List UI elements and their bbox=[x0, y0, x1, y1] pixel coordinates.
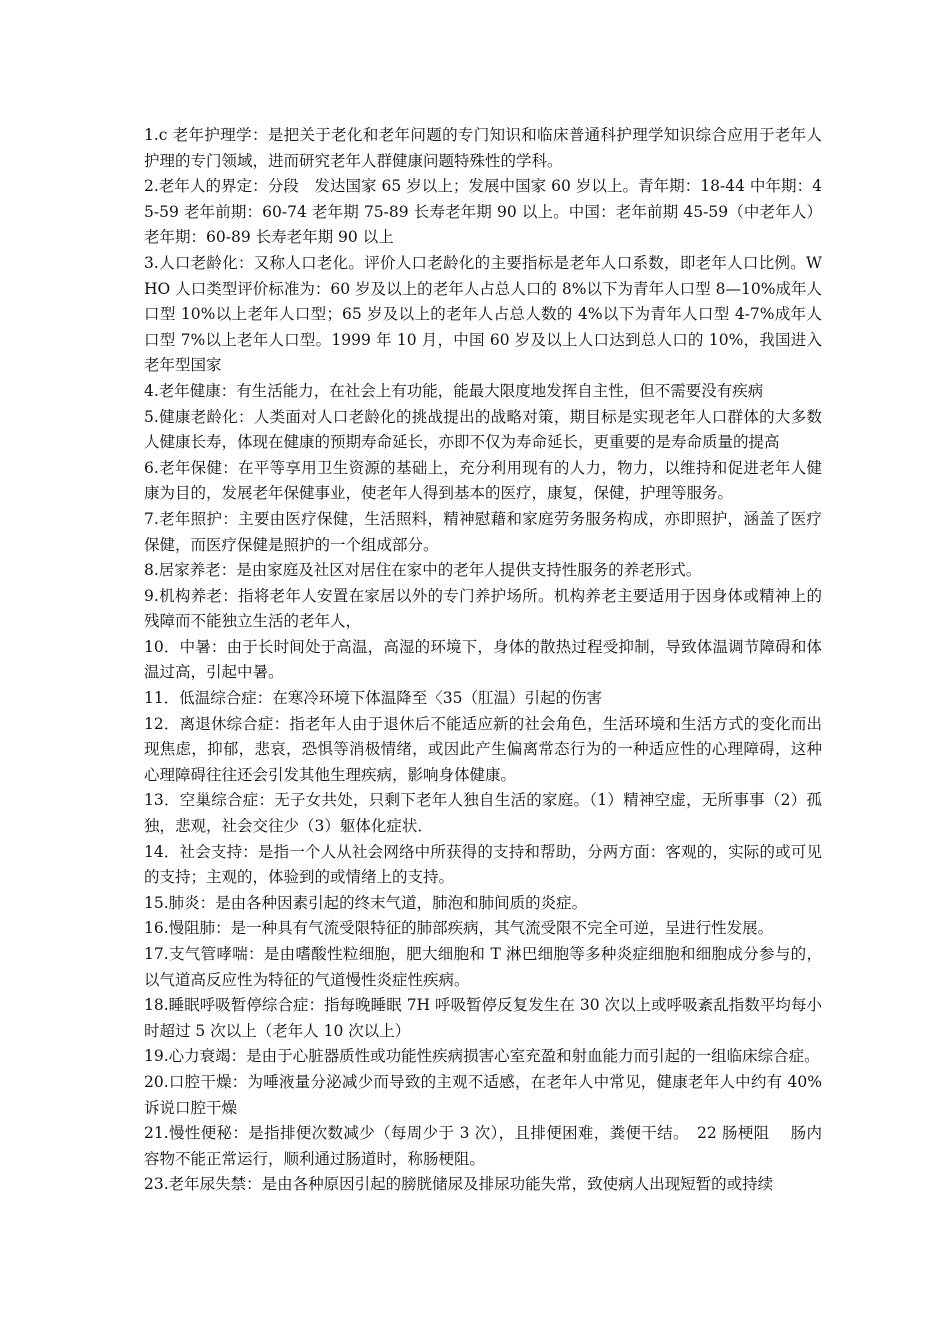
paragraph-5: 5.健康老龄化：人类面对人口老龄化的挑战提出的战略对策，期目标是实现老年人口群体的大多数人健康长寿，体现在健康的预期寿命延长，亦即不仅为寿命延长，更重要的是寿命质量的提高 bbox=[144, 407, 822, 452]
paragraph-11: 11．低温综合症：在寒冷环境下体温降至〈35（肛温）引起的伤害 bbox=[144, 689, 602, 708]
paragraph-12: 12．离退休综合症：指老年人由于退休后不能适应新的社会角色，生活环境和生活方式的变化而出现焦虑，抑郁，悲哀，恐惧等消极情绪，或因此产生偏离常态行为的一种适应性的心理障碍，这种心理障碍往往还会引发其他生理疾病，影响身体健康。 bbox=[144, 714, 822, 784]
paragraph-16: 16.慢阻肺：是一种具有气流受限特征的肺部疾病，其气流受限不完全可逆，呈进行性发展。 bbox=[144, 919, 774, 938]
paragraph-4: 4.老年健康：有生活能力，在社会上有功能，能最大限度地发挥自主性，但不需要没有疾病 bbox=[144, 381, 764, 400]
paragraph-8: 8.居家养老：是由家庭及社区对居住在家中的老年人提供支持性服务的养老形式。 bbox=[144, 561, 702, 580]
paragraph-17: 17.支气管哮喘：是由嗜酸性粒细胞，肥大细胞和 T 淋巴细胞等多种炎症细胞和细胞成分参与的，以气道高反应性为特征的气道慢性炎症性疾病。 bbox=[144, 945, 822, 989]
paragraph-21: 21.慢性便秘：是指排便次数减少（每周少于 3 次），且排便困难，粪便干结。 22 肠梗阻 肠内容物不能正常运行，顺利通过肠道时，称肠梗阻。 bbox=[144, 1124, 822, 1168]
paragraph-22: 23.老年尿失禁：是由各种原因引起的膀胱储尿及排尿功能失常，致使病人出现短暂的或持续 bbox=[144, 1175, 774, 1194]
paragraph-19: 19.心力衰竭：是由于心脏器质性或功能性疾病损害心室充盈和射血能力而引起的一组临床综合症。 bbox=[144, 1047, 820, 1066]
paragraph-7: 7.老年照护：主要由医疗保健，生活照料，精神慰藉和家庭劳务服务构成，亦即照护，涵盖了医疗保健，而医疗保健是照护的一个组成部分。 bbox=[144, 509, 822, 554]
paragraph-9: 9.机构养老：指将老年人安置在家居以外的专门养护场所。机构养老主要适用于因身体或精神上的残障而不能独立生活的老年人， bbox=[144, 586, 822, 631]
document-body bbox=[144, 123, 822, 1198]
paragraph-6: 6.老年保健：在平等享用卫生资源的基础上，充分利用现有的人力，物力，以维持和促进老年人健康为目的，发展老年保健事业，使老年人得到基本的医疗，康复，保健，护理等服务。 bbox=[144, 458, 822, 503]
paragraph-2: 2.老年人的界定：分段 发达国家 65 岁以上；发展中国家 60 岁以上。青年期：18-44 中年期：45-59 老年前期：60-74 老年期 75-89 长寿老年期 90 以上。中国：老年前期 45-59（中老年人）老年期：60-89 长寿老年期 90 以上 bbox=[144, 177, 822, 247]
paragraph-14: 14．社会支持：是指一个人从社会网络中所获得的支持和帮助，分两方面：客观的，实际的或可见的支持；主观的，体验到的或情绪上的支持。 bbox=[144, 842, 822, 887]
paragraph-10: 10．中暑：由于长时间处于高温，高湿的环境下，身体的散热过程受抑制，导致体温调节障碍和体温过高，引起中暑。 bbox=[144, 637, 822, 682]
paragraph-18: 18.睡眠呼吸暂停综合症：指每晚睡眠 7H 呼吸暂停反复发生在 30 次以上或呼吸紊乱指数平均每小时超过 5 次以上（老年人 10 次以上） bbox=[144, 996, 822, 1040]
paragraph-20: 20.口腔干燥：为唾液量分泌减少而导致的主观不适感，在老年人中常见，健康老年人中约有 40%诉说口腔干燥 bbox=[144, 1072, 822, 1117]
paragraph-1: 1.c 老年护理学：是把关于老化和老年问题的专门知识和临床普通科护理学知识综合应用于老年人护理的专门领域，进而研究老年人群健康问题特殊性的学科。 bbox=[144, 126, 822, 170]
paragraph-3: 3.人口老龄化：又称人口老化。评价人口老龄化的主要指标是老年人口系数，即老年人口比例。WHO 人口类型评价标准为：60 岁及以上的老年人占总人口的 8%以下为青年人口型 8—10%成年人口型 10%以上老年人口型；65 岁及以上的老年人占总人数的 4%以下为青年人口型 4-7%成年人口型 7%以上老年人口型。1999 年 10 月，中国 60 岁及以上人口达到总人口的 10%，我国进入老年型国家 bbox=[144, 253, 822, 375]
paragraph-13: 13．空巢综合症：无子女共处，只剩下老年人独自生活的家庭。（1）精神空虚，无所事事（2）孤独，悲观，社会交往少（3）躯体化症状． bbox=[144, 791, 822, 836]
paragraph-15: 15.肺炎：是由各种因素引起的终末气道，肺泡和肺间质的炎症。 bbox=[144, 893, 588, 912]
